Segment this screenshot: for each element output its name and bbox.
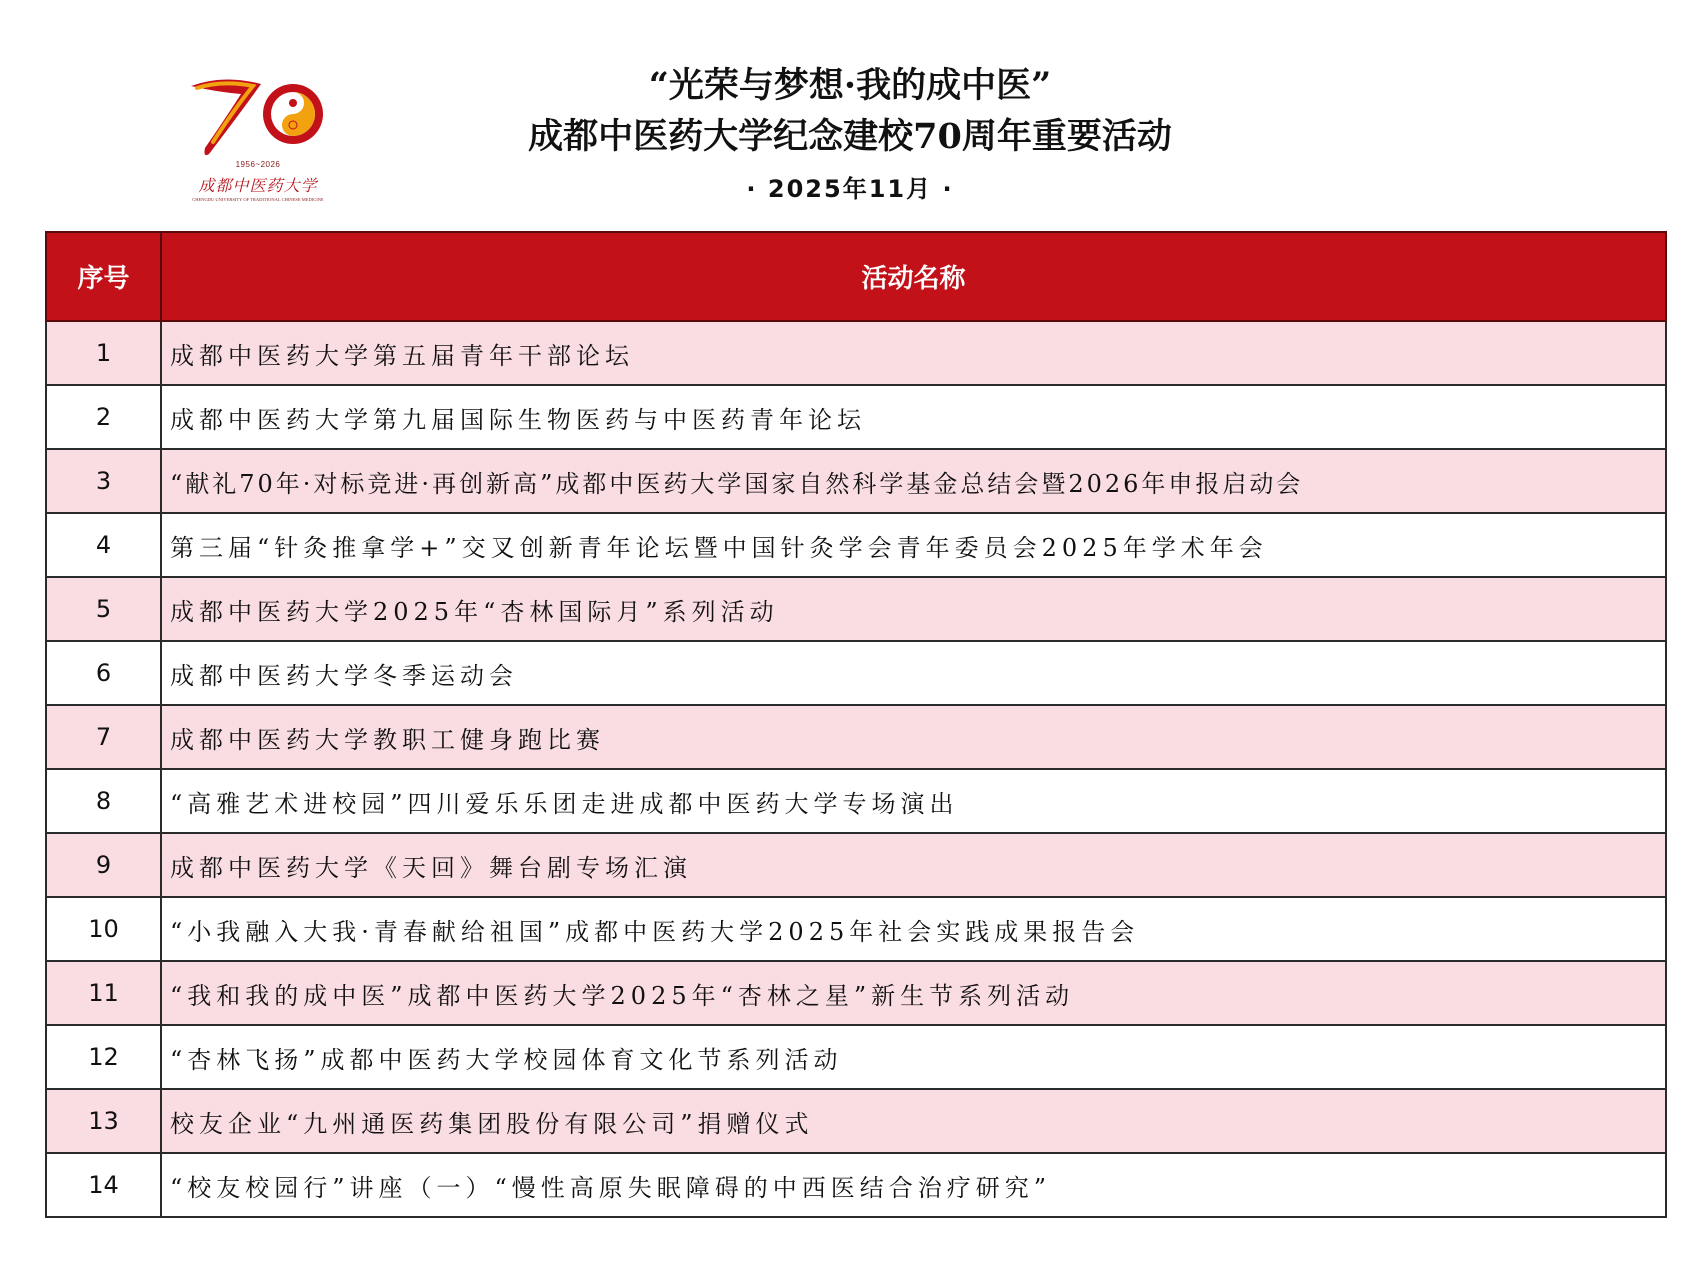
- activity-name: 校友企业“九州通医药集团股份有限公司”捐赠仪式: [161, 1089, 1666, 1153]
- row-number: 2: [46, 385, 161, 449]
- table-row: [46, 961, 1666, 1025]
- row-number: 3: [46, 449, 161, 513]
- row-number: 9: [46, 833, 161, 897]
- university-70th-logo: [183, 76, 333, 216]
- row-number: 14: [46, 1153, 161, 1217]
- row-number: 11: [46, 961, 161, 1025]
- table-row: [46, 641, 1666, 705]
- table-row: [46, 1153, 1666, 1217]
- activity-name: 成都中医药大学教职工健身跑比赛: [161, 705, 1666, 769]
- activity-name: 成都中医药大学2025年“杏林国际月”系列活动: [161, 577, 1666, 641]
- page-title-block: [340, 62, 1360, 206]
- table-row: [46, 705, 1666, 769]
- table-header-row: [46, 232, 1666, 321]
- column-header-number: 序号: [46, 232, 161, 321]
- column-header-activity-name: 活动名称: [161, 232, 1666, 321]
- row-number: 8: [46, 769, 161, 833]
- activity-name: 成都中医药大学《天回》舞台剧专场汇演: [161, 833, 1666, 897]
- activity-name: 第三届“针灸推拿学+”交叉创新青年论坛暨中国针灸学会青年委员会2025年学术年会: [161, 513, 1666, 577]
- anniversary-70-emblem-icon: [183, 76, 333, 160]
- activity-name: “杏林飞扬”成都中医药大学校园体育文化节系列活动: [161, 1025, 1666, 1089]
- activities-table: [45, 231, 1667, 1218]
- row-number: 5: [46, 577, 161, 641]
- logo-university-name: 成都中医药大学: [198, 176, 318, 195]
- page-title: 成都中医药大学纪念建校70周年重要活动: [528, 116, 1172, 157]
- table-row: [46, 1089, 1666, 1153]
- activity-name: 成都中医药大学冬季运动会: [161, 641, 1666, 705]
- row-number: 1: [46, 321, 161, 385]
- logo-years: 1956~2026: [235, 160, 281, 169]
- table-row: [46, 321, 1666, 385]
- row-number: 4: [46, 513, 161, 577]
- table-row: [46, 577, 1666, 641]
- row-number: 12: [46, 1025, 161, 1089]
- activity-name: 成都中医药大学第九届国际生物医药与中医药青年论坛: [161, 385, 1666, 449]
- table-row: [46, 769, 1666, 833]
- activity-name: 成都中医药大学第五届青年干部论坛: [161, 321, 1666, 385]
- table-row: [46, 513, 1666, 577]
- table-row: [46, 897, 1666, 961]
- row-number: 7: [46, 705, 161, 769]
- title-slogan: “光荣与梦想·我的成中医”: [648, 65, 1052, 106]
- row-number: 6: [46, 641, 161, 705]
- activity-name: “献礼70年·对标竞进·再创新高”成都中医药大学国家自然科学基金总结会暨2026年申报启动会: [161, 449, 1666, 513]
- row-number: 10: [46, 897, 161, 961]
- row-number: 13: [46, 1089, 161, 1153]
- table-row: [46, 385, 1666, 449]
- activity-name: “高雅艺术进校园”四川爱乐乐团走进成都中医药大学专场演出: [161, 769, 1666, 833]
- activity-name: “我和我的成中医”成都中医药大学2025年“杏林之星”新生节系列活动: [161, 961, 1666, 1025]
- table-row: [46, 833, 1666, 897]
- table-row: [46, 449, 1666, 513]
- table-row: [46, 1025, 1666, 1089]
- activity-name: “校友校园行”讲座（一）“慢性高原失眠障碍的中西医结合治疗研究”: [161, 1153, 1666, 1217]
- title-date: · 2025年11月 ·: [746, 175, 954, 203]
- logo-english-name: CHENGDU UNIVERSITY OF TRADITIONAL CHINESE MEDICINE: [192, 197, 324, 202]
- activity-name: “小我融入大我·青春献给祖国”成都中医药大学2025年社会实践成果报告会: [161, 897, 1666, 961]
